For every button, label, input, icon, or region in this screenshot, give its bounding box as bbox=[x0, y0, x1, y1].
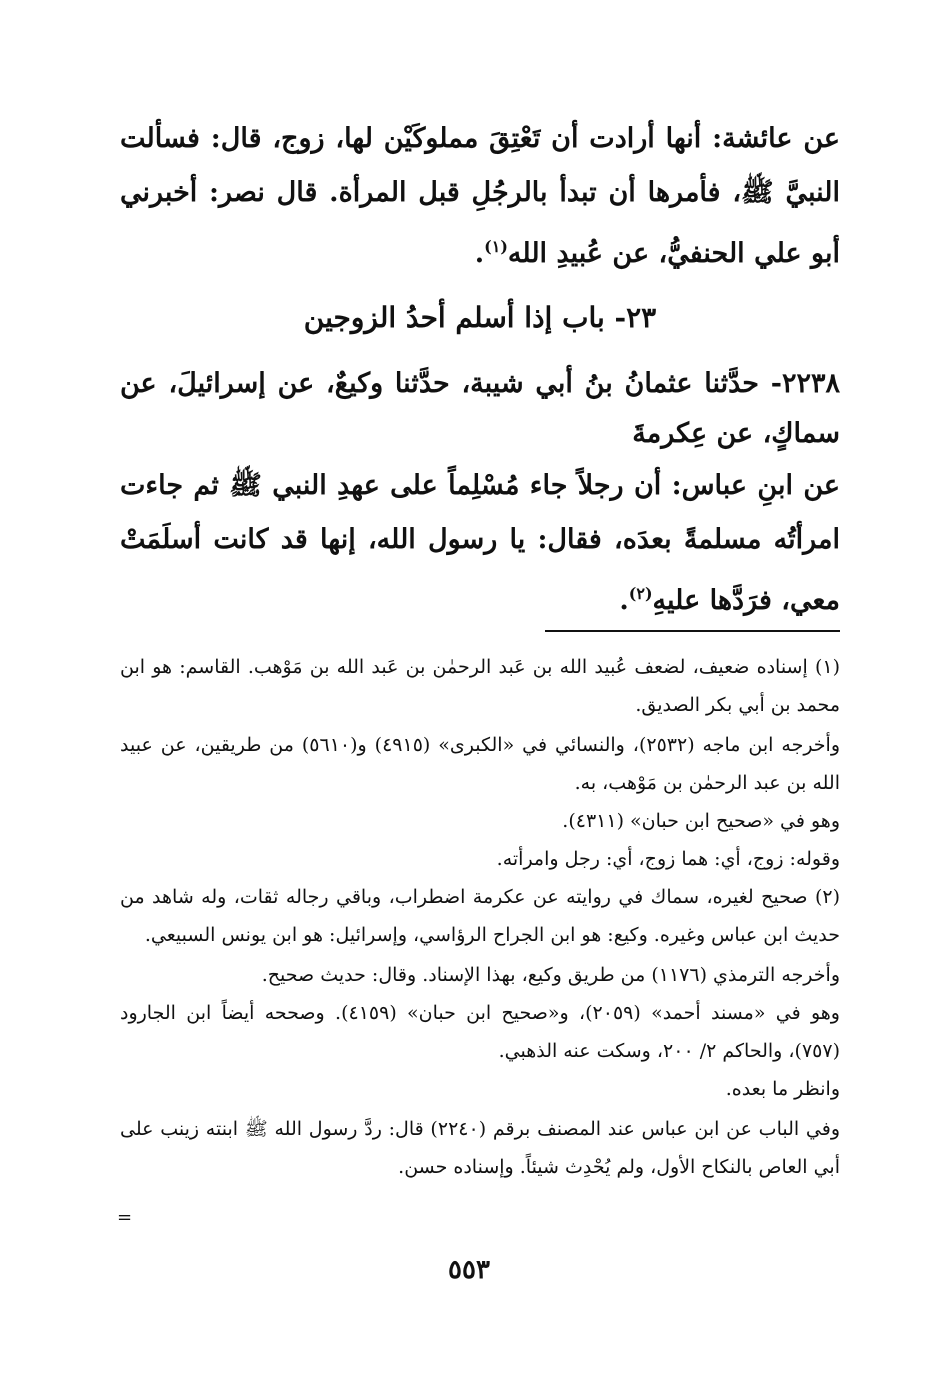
footnote-2-tirmidhi: وأخرجه الترمذي (١١٧٦) من طريق وكيع، بهذا الإسناد. وقال: حديث صحيح. bbox=[261, 964, 840, 986]
footnote-ref-2: (٢) bbox=[628, 584, 653, 603]
footnote-1: (١) إسناده ضعيف، لضعف عُبيد الله بن عَبد الرحمٰن بن عَبد الله بن مَوْهب. القاسم: هو ابن محمد بن أبي بكر الصديق. bbox=[120, 656, 840, 716]
footnote-2-musnad: وهو في «مسند أحمد» (٢٠٥٩)، و«صحيح ابن حبان» (٤١٥٩). وصححه أيضاً ابن الجارود (٧٥٧)، والحاكم ٢/ ٢٠٠، وسكت عنه الذهبي. bbox=[120, 1002, 840, 1062]
footnote-2-chapter-note: وفي الباب عن ابن عباس عند المصنف برقم (٢٢٤٠) قال: ردَّ رسول الله ﷺ ابنته زينب على أبي العاص بالنكاح الأول، ولم يُحْدِث شيئاً. وإسناده حسن. bbox=[120, 1118, 840, 1178]
footnotes bbox=[120, 648, 840, 1186]
page-number: ٥٥٣ bbox=[448, 1255, 490, 1285]
chapter-heading: ٢٣- باب إذا أسلم أحدُ الزوجين bbox=[303, 301, 657, 334]
footnote-separator bbox=[545, 630, 840, 632]
paragraph-2: عن ابنِ عباس: أن رجلاً جاء مُسْلِماً على عهدِ النبي ﷺ ثم جاءت امرأتُه مسلمةً بعدَه، فقال: يا رسول الله، إنها قد كانت أسلَمَتْ معي، فرَدَّها عليهِ$^{(٢)}$. bbox=[120, 470, 840, 616]
paragraph-1-text: عن عائشة: أنها أرادت أن تَعْتِقَ مملوكَيْن لها، زوج، قال: فسألت النبيَّ ﷺ، فأمرها أن تبدأ بالرجُلِ قبل المرأة. قال نصر: أخبرني أبو علي الحنفيُّ، عن عُبيدِ الله bbox=[120, 123, 840, 269]
footnote-ref-1: (١) bbox=[484, 237, 508, 256]
footnote-2-see-next: وانظر ما بعده. bbox=[725, 1078, 840, 1100]
footnote-2: (٢) صحيح لغيره، سماك في روايته عن عكرمة اضطراب، وباقي رجاله ثقات، وله شاهد من حديث ابن عباس وغيره. وكيع: هو ابن الجراح الرؤاسي، وإسرائيل: هو ابن يونس السبيعي. bbox=[120, 886, 840, 946]
footnote-1-explanation: وقوله: زوج، أي: هما زوج، أي: رجل وامرأته. bbox=[496, 848, 840, 870]
continuation-mark: = bbox=[117, 1207, 133, 1228]
paragraph-2-text: عن ابنِ عباس: أن رجلاً جاء مُسْلِماً على عهدِ النبي ﷺ ثم جاءت امرأتُه مسلمةً بعدَه، فقال: يا رسول الله، إنها قد كانت أسلَمَتْ معي، فرَدَّها عليهِ bbox=[120, 470, 840, 616]
hadith-isnad: ٢٢٣٨- حدَّثنا عثمانُ بنُ أبي شيبة، حدَّثنا وكيعٌ، عن إسرائيلَ، عن سماكٍ، عن عِكرمةَ bbox=[120, 368, 840, 449]
paragraph-1: عن عائشة: أنها أرادت أن تَعْتِقَ مملوكَيْن لها، زوج، قال: فسألت النبيَّ ﷺ، فأمرها أن تبدأ بالرجُلِ قبل المرأة. قال نصر: أخبرني أبو علي الحنفيُّ، عن عُبيدِ الله$^{(١)}$. bbox=[120, 123, 840, 269]
footnote-1-ibn-hibban: وهو في «صحيح ابن حبان» (٤٣١١). bbox=[562, 810, 840, 832]
main-text bbox=[120, 112, 840, 628]
footnote-1-source: وأخرجه ابن ماجه (٢٥٣٢)، والنسائي في «الكبرى» (٤٩١٥) و(٥٦١٠) من طريقين، عن عبيد الله بن عبد الرحمٰن بن مَوْهب، به. bbox=[120, 734, 841, 794]
